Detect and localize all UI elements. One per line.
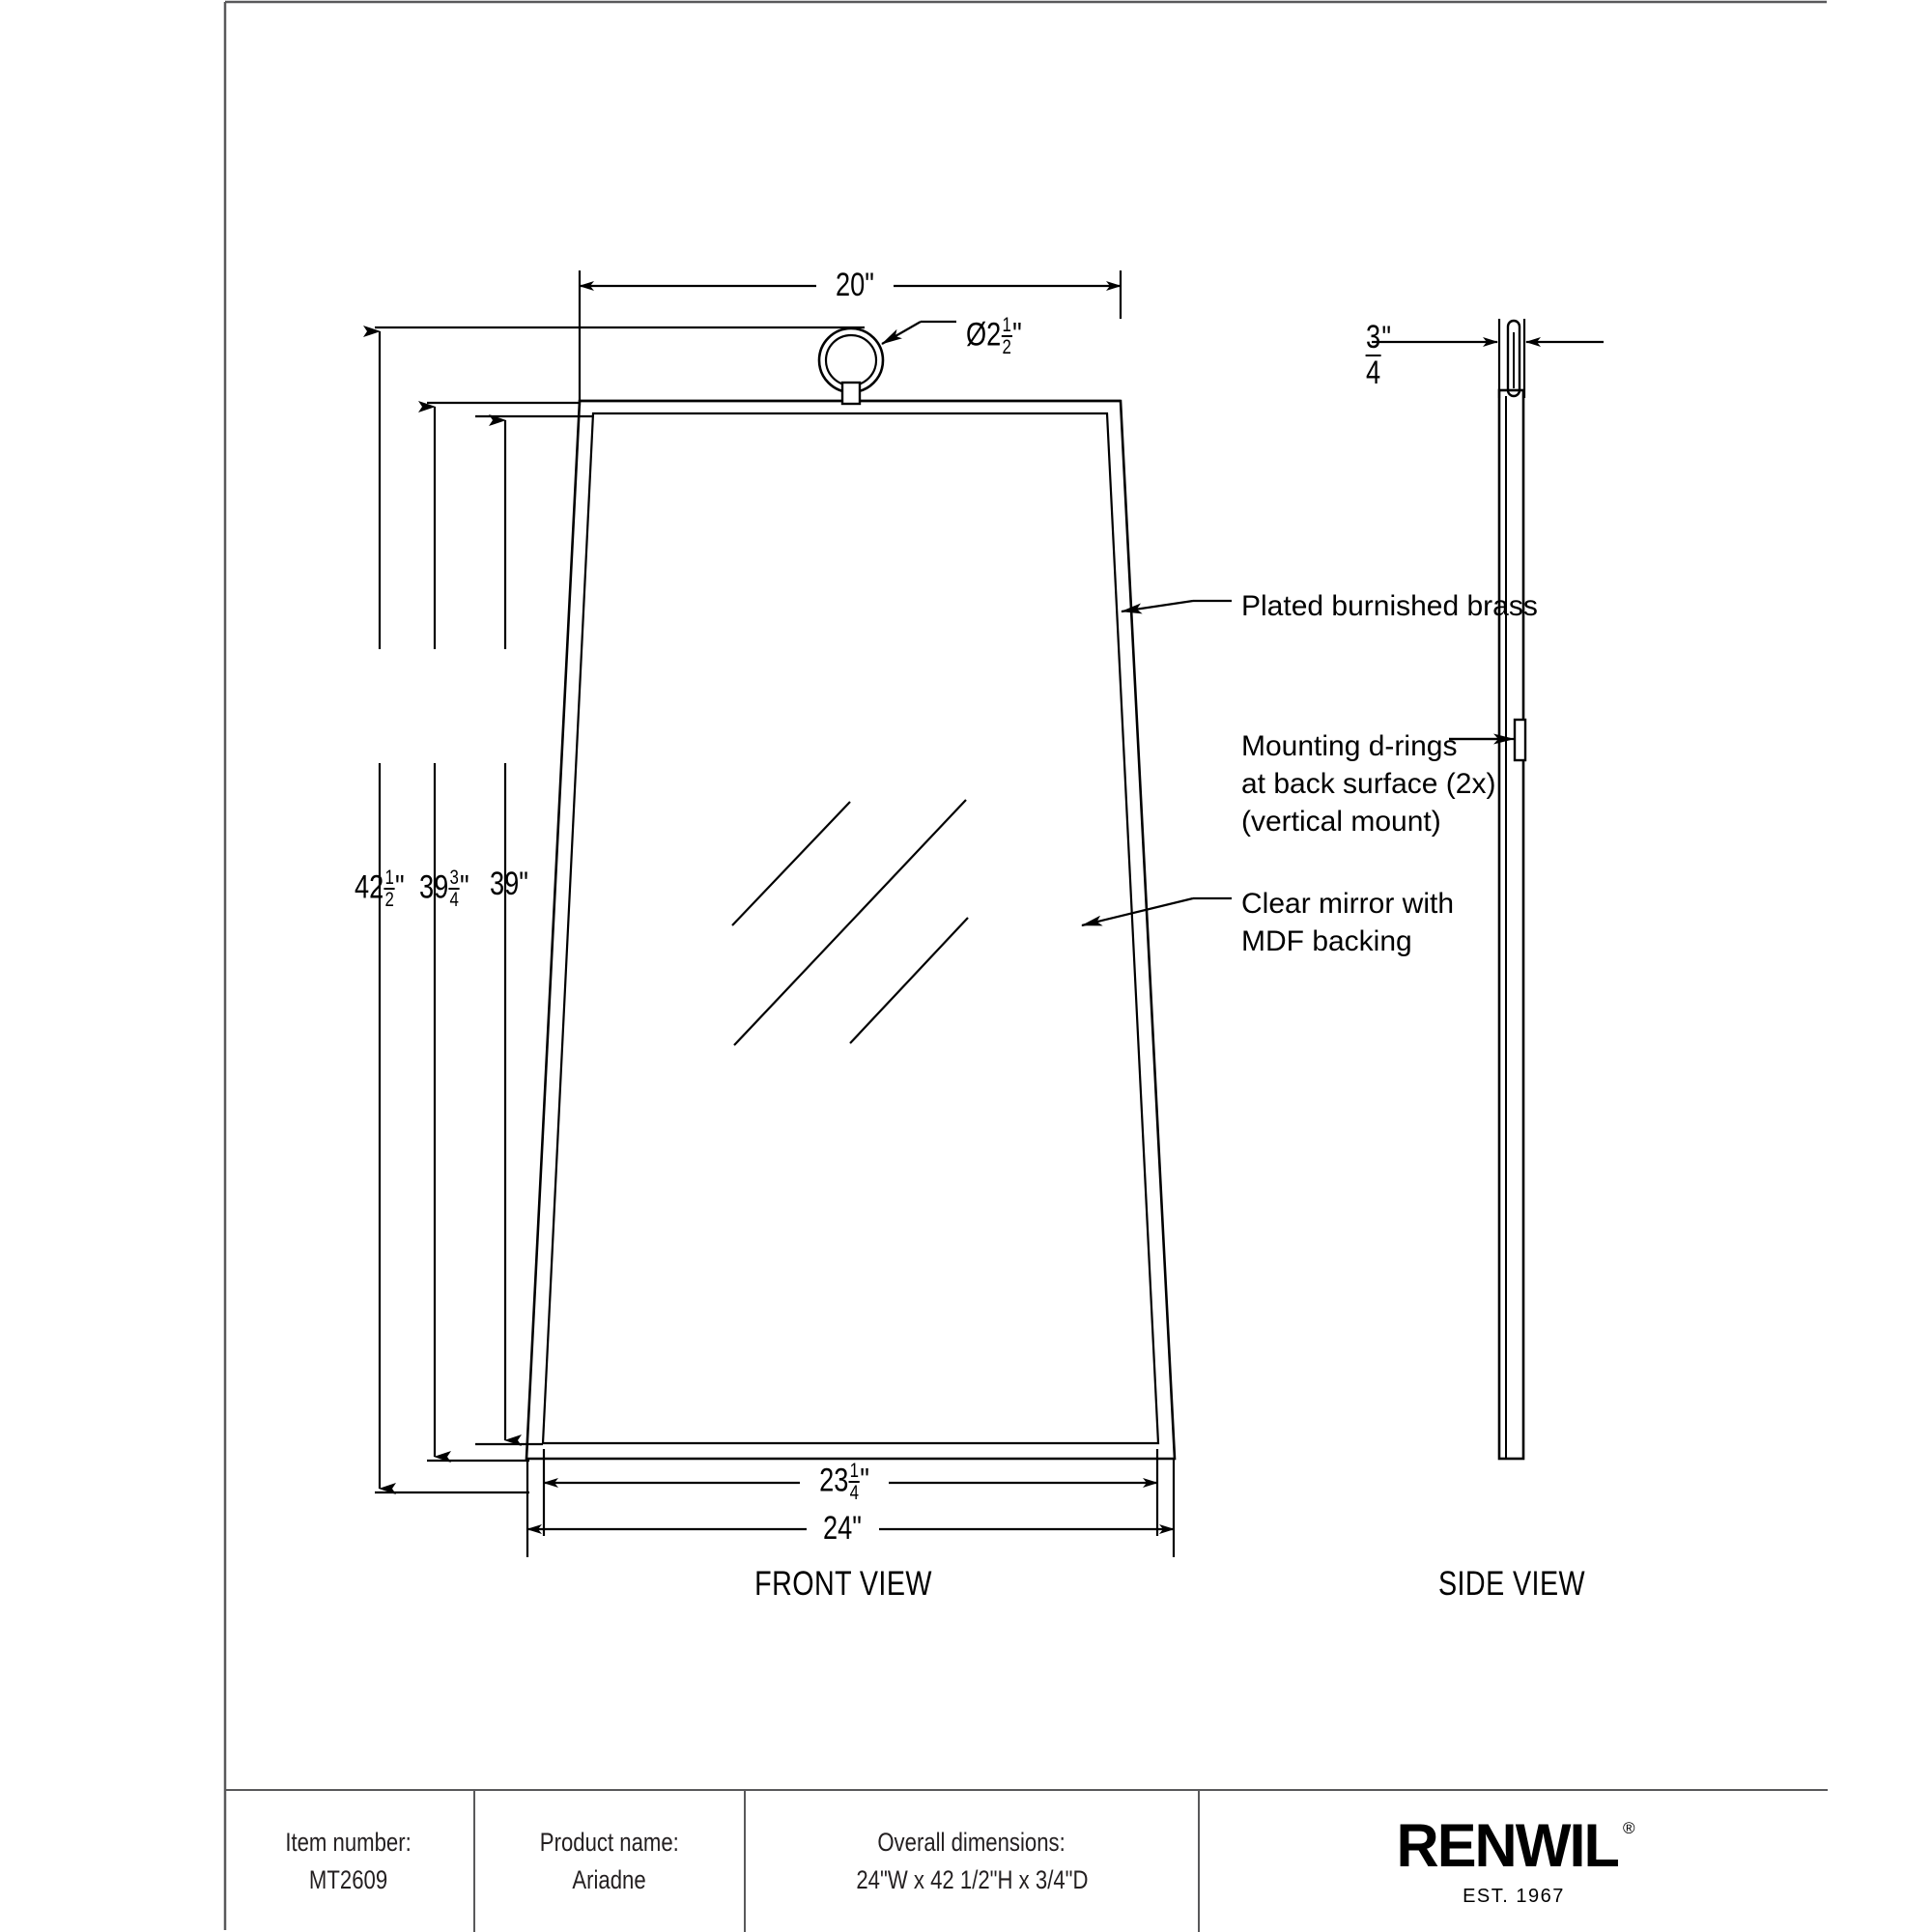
side-mounting-d-ring — [1515, 720, 1525, 760]
hanging-ring-inner — [826, 335, 876, 385]
fraction-side-depth: $\frac{3}{4}$ — [1366, 319, 1381, 391]
item-number-value: MT2609 — [309, 1865, 388, 1894]
renwil-logo — [1393, 1811, 1635, 1908]
frame-outer-outline — [526, 401, 1175, 1459]
leader-ring-diameter — [882, 322, 956, 344]
dim-side-depth — [1372, 319, 1604, 398]
title-block-overall-dimensions — [746, 1791, 1200, 1932]
item-number-label: Item number: — [285, 1827, 412, 1857]
dim-label-ring-diameter: Ø2 $\frac{1}{2}$ " — [966, 313, 1022, 359]
overall-dimensions-label: Overall dimensions: — [877, 1827, 1066, 1857]
overall-dimensions-value: 24"W x 42 1/2"H x 3/4"D — [855, 1865, 1089, 1894]
dim-label-frame-height: 39 $\frac{3}{4}$ " — [419, 866, 469, 912]
annotation-plated-burnished-brass: Plated burnished brass — [1241, 590, 1538, 622]
renwil-logo-row — [1393, 1811, 1635, 1880]
fraction-overall-height: $\frac{1}{2}$ — [384, 866, 394, 912]
title-block — [224, 1789, 1828, 1932]
dim-label-side-depth: $\frac{3}{4}$ " — [1366, 319, 1391, 391]
renwil-wordmark: RENWIL — [1396, 1811, 1618, 1880]
fraction-inner-bottom-width: $\frac{1}{4}$ — [849, 1459, 859, 1505]
dim-label-overall-height: 42 $\frac{1}{2}$ " — [355, 866, 405, 912]
registered-trademark-icon: ® — [1622, 1818, 1635, 1837]
product-name-label: Product name: — [540, 1827, 679, 1857]
renwil-established-text: EST. 1967 — [1463, 1885, 1565, 1907]
side-view-label: SIDE VIEW — [1437, 1565, 1586, 1603]
hanging-ring-tab — [842, 383, 860, 404]
dim-label-inner-bottom-width: 23 $\frac{1}{4}$ " — [819, 1459, 869, 1505]
sheet-border — [225, 2, 1827, 1930]
title-block-item-number — [224, 1791, 475, 1932]
title-block-product-name — [475, 1791, 746, 1932]
front-view-geometry — [526, 328, 1175, 1459]
fraction-frame-height: $\frac{3}{4}$ — [449, 866, 459, 912]
title-block-logo — [1200, 1791, 1828, 1932]
dim-label-mirror-height: 39" — [490, 866, 528, 902]
front-view-label: FRONT VIEW — [754, 1565, 932, 1603]
annotation-mounting-d-rings: Mounting d-rings at back surface (2x) (vertical mount) — [1241, 730, 1496, 838]
product-name-value: Ariadne — [572, 1865, 647, 1894]
frame-inner-outline — [543, 413, 1158, 1443]
leader-clear-mirror — [1082, 898, 1193, 925]
side-body-panel — [1499, 390, 1523, 1459]
mirror-reflection-lines — [732, 800, 968, 1045]
fraction-ring-diameter: $\frac{1}{2}$ — [1002, 313, 1011, 359]
side-view-geometry — [1499, 321, 1525, 1459]
dim-label-top-width: 20" — [836, 267, 874, 303]
dim-label-overall-bottom-width: 24" — [823, 1510, 862, 1547]
annotation-clear-mirror-mdf: Clear mirror with MDF backing — [1241, 888, 1455, 957]
